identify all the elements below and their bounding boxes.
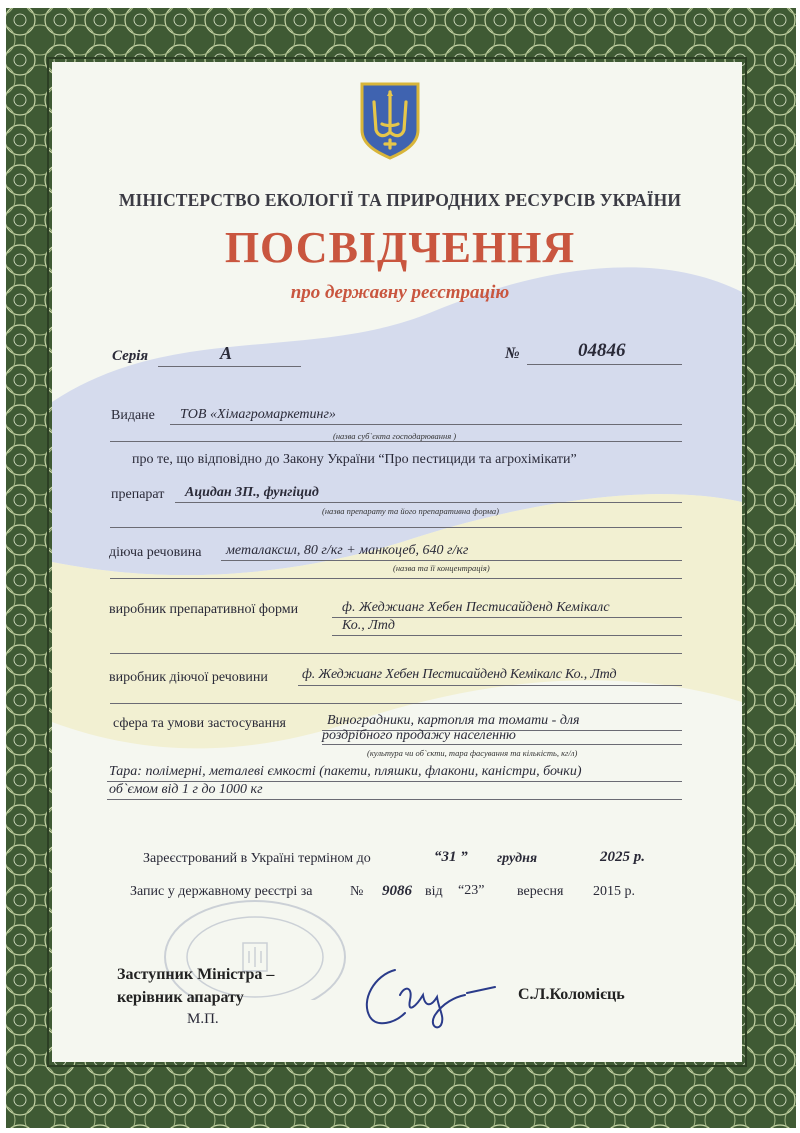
formulator-underline-2 xyxy=(332,635,682,636)
formulator-value-2: Ко., Лтд xyxy=(342,618,395,633)
ai-maker-value: ф. Жеджианг Хебен Пестисайденд Кемікалс Ко., Лтд xyxy=(302,667,617,682)
active-hint: (назва та її концентрація) xyxy=(393,563,490,573)
coat-of-arms-icon xyxy=(358,80,422,160)
ai-maker-underline-2 xyxy=(110,703,682,704)
registry-year: 2015 р. xyxy=(593,884,635,899)
term-day: “31 ” xyxy=(434,849,468,865)
document-title: ПОСВІДЧЕННЯ xyxy=(224,223,576,272)
number-value: 04846 xyxy=(578,340,626,361)
ai-maker-label: виробник діючої речовини xyxy=(109,670,268,685)
official-seal xyxy=(160,895,350,1000)
formulator-label: виробник препаративної форми xyxy=(109,602,299,617)
registry-day: “23” xyxy=(458,883,485,898)
registry-number: 9086 xyxy=(382,883,412,899)
scope-underline-2 xyxy=(322,744,682,745)
registry-label: Запис у державному реєстрі за xyxy=(130,884,313,899)
signatory-title-2: керівник апарату xyxy=(117,989,244,1006)
active-label: діюча речовина xyxy=(109,545,202,560)
number-label: № xyxy=(505,345,520,362)
scope-value-1: Виноградники, картопля та томати - для xyxy=(327,713,580,728)
container-line-1: Тара: полімерні, металеві ємкості (пакети, пляшки, флакони, каністри, бочки) xyxy=(109,764,582,779)
preparation-hint: (назва препарату та його препаративна форма) xyxy=(322,506,499,516)
issued-value: ТОВ «Хімагромаркетинг» xyxy=(180,407,336,422)
container-line-2: об`ємом від 1 г до 1000 кг xyxy=(109,782,263,797)
term-year: 2025 р. xyxy=(600,849,645,865)
issued-label: Видане xyxy=(111,408,155,423)
preparation-underline-2 xyxy=(110,527,682,528)
number-underline xyxy=(527,364,682,365)
registry-from: від xyxy=(425,884,443,899)
signatory-title-1: Заступник Міністра – xyxy=(117,966,275,983)
document-subtitle: про державну реєстрацію xyxy=(290,282,510,303)
registry-month: вересня xyxy=(517,884,564,899)
formulator-underline-3 xyxy=(110,653,682,654)
preparation-value: Ацидан ЗП., фунгіцид xyxy=(185,485,319,500)
handwritten-signature xyxy=(355,955,505,1035)
ministry-heading: МІНІСТЕРСТВО ЕКОЛОГІЇ ТА ПРИРОДНИХ РЕСУРСІВ УКРАЇНИ xyxy=(118,190,682,210)
ai-maker-underline xyxy=(298,685,682,686)
container-underline-2 xyxy=(107,799,682,800)
background-wave xyxy=(52,62,742,1062)
registry-num-sign: № xyxy=(350,884,364,899)
signatory-name: С.Л.Коломієць xyxy=(518,986,625,1003)
term-month: грудня xyxy=(497,851,538,866)
scope-label: сфера та умови застосування xyxy=(113,716,286,731)
series-label: Серія xyxy=(112,348,149,364)
law-text: про те, що відповідно до Закону України “Про пестициди та агрохімікати” xyxy=(132,452,577,467)
issued-hint: (назва суб`єкта господарювання ) xyxy=(333,431,457,441)
issued-underline xyxy=(170,424,682,425)
active-underline xyxy=(221,560,682,561)
series-underline xyxy=(158,366,301,367)
scope-hint: (культура чи об`єкти, тара фасування та кількість, кг/л) xyxy=(367,748,578,758)
active-underline-2 xyxy=(110,578,682,579)
term-label: Зареєстрований в Україні терміном до xyxy=(143,851,371,866)
series-value: А xyxy=(220,343,233,363)
preparation-label: препарат xyxy=(111,487,165,502)
certificate-paper xyxy=(52,62,742,1062)
active-value: металаксил, 80 г/кг + манкоцеб, 640 г/кг xyxy=(226,543,469,558)
scope-value-2: роздрібного продажу населенню xyxy=(322,728,516,743)
preparation-underline xyxy=(175,502,682,503)
seal-place-mark: М.П. xyxy=(187,1011,219,1027)
formulator-value-1: ф. Жеджианг Хебен Пестисайденд Кемікалс xyxy=(342,600,610,615)
issued-underline-2 xyxy=(110,441,682,442)
